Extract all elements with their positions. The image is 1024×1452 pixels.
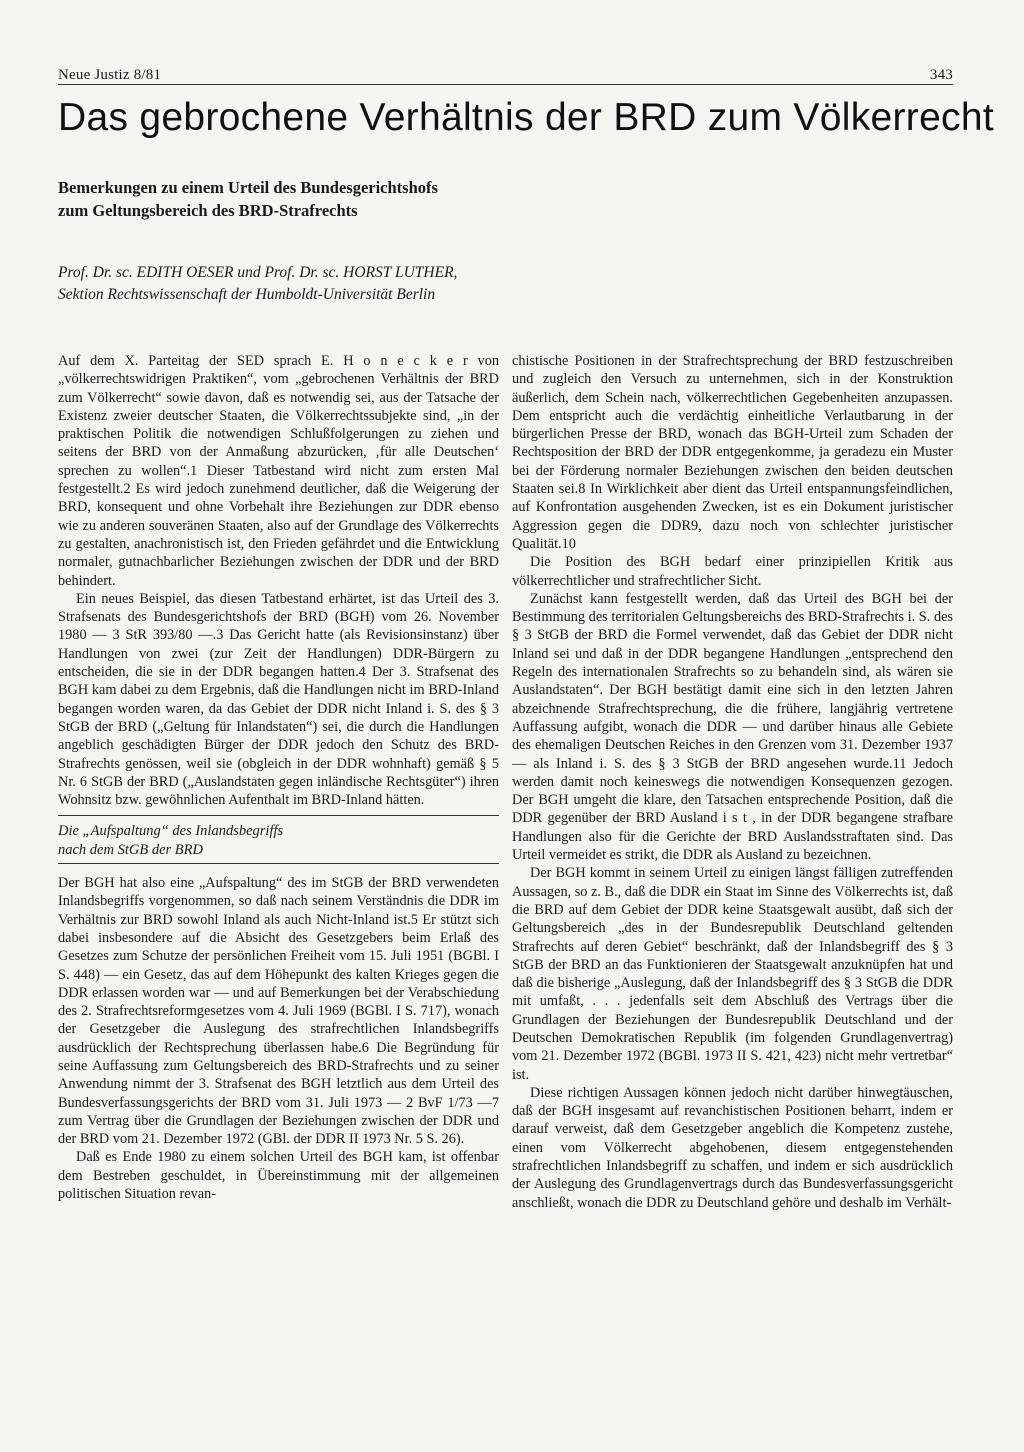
subtitle-line: zum Geltungsbereich des BRD-Strafrechts xyxy=(58,201,358,220)
section-rule xyxy=(58,815,499,816)
running-header xyxy=(58,62,953,84)
left-column xyxy=(58,352,499,1203)
section-heading-line: nach dem StGB der BRD xyxy=(58,841,203,858)
paragraph: Der BGH hat also eine „Aufspaltung“ des im StGB der BRD verwendeten Inlandsbegriffs vorgenommen, so daß nach seinem Verständnis die DDR im Verhältnis zur BRD sowohl Inland als auch Nicht-Inland ist.5 Er stützt sich dabei insbesondere auf die Absicht des Gesetzgebers beim Erlaß des Gesetzes zum Schutze der persönlichen Freiheit vom 15. Juli 1951 (BGBl. I S. 448) — ein Gesetz, das auf dem Höhepunkt des kalten Krieges gegen die DDR erlassen worden war — und auf Bemerkungen bei der Verabschiedung des 2. Strafrechtsreformgesetzes vom 4. Juli 1969 (BGBl. I S. 717), wonach der Gesetzgeber die Auslegung des strafrechtlichen Inlandsbegriffs ausdrücklich der Rechtsprechung überlassen habe.6 Die Begründung für seine Auffassung zum Geltungsbereich des BRD-Strafrechts und zu seiner Anwendung nimmt der 3. Strafsenat des BGH letztlich aus dem Urteil des Bundesverfassungsgerichts der BRD vom 31. Juli 1973 — 2 BvF 1/73 —7 zum Vertrag über die Grundlagen der Beziehungen zwischen der DDR und der BRD vom 21. Dezember 1972 (GBl. der DDR II 1973 Nr. 5 S. 26). xyxy=(58,875,499,1148)
article-title: Das gebrochene Verhältnis der BRD zum Völkerrecht xyxy=(58,96,994,139)
journal-issue: Neue Justiz 8/81 xyxy=(58,67,162,83)
subtitle-line: Bemerkungen zu einem Urteil des Bundesgerichtshofs xyxy=(58,178,438,197)
authors-names: Prof. Dr. sc. EDITH OESER und Prof. Dr. sc. HORST LUTHER, xyxy=(58,264,458,281)
article-subtitle xyxy=(58,176,558,222)
paragraph: chistische Positionen in der Strafrechtsprechung der BRD festzuschreiben und zugleich den Versuch zu unternehmen, sich in der Konstruktion äußerlich, dem Schein nach, völkerrechtlichen Gegebenheiten anzupassen. Dem entspricht auch die verdächtig einheitliche Verlautbarung in der bürgerlichen Presse der BRD, wonach das BGH-Urteil zum Schaden der Rechtsposition der BRD der DDR entgegenkomme, ja geradezu ein Muster bei der Förderung normaler Beziehungen zwischen den beiden deutschen Staaten sei.8 In Wirklichkeit aber dient das Urteil entspannungsfeindlichen, auf Konfrontation ausgehenden Zwecken, ist es ein Dokument juristischer Aggression gegen die DDR9, dazu noch von schlechter juristischer Qualität.10 xyxy=(512,353,953,552)
section-rule xyxy=(58,863,499,864)
paragraph: Der BGH kommt in seinem Urteil zu einigen längst fälligen zutreffenden Aussagen, so z. B., daß die DDR ein Staat im Sinne des Völkerrechts ist, daß die BRD auf dem Gebiet der DDR keine Staatsgewalt ausübt, daß sich der Geltungsbereich „des in der Bundesrepublik Deutschland geltenden Strafrechts auf deren Gebiet“ beschränkt, daß der Inlandsbegriff des § 3 StGB der BRD an das Funktionieren der Staatsgewalt anzuknüpfen hat und daß die bisherige „Auslegung, daß der Inlandsbegriff des § 3 StGB die DDR mit umfaßt, . . . jedenfalls seit dem Abschluß des Vertrags über die Grundlagen der Beziehungen der Bundesrepublik Deutschland und der Deutschen Demokratischen Republik (im folgenden Grundlagenvertrag) vom 21. Dezember 1972 (BGBl. 1973 II S. 421, 423) nicht mehr vertretbar“ ist. xyxy=(512,865,953,1083)
authors-affiliation: Sektion Rechtswissenschaft der Humboldt-Universität Berlin xyxy=(58,286,436,303)
paragraph: Ein neues Beispiel, das diesen Tatbestand erhärtet, ist das Urteil des 3. Strafsenats des Bundesgerichtshofs der BRD (BGH) vom 26. November 1980 — 3 StR 393/80 —.3 Das Gericht hatte (als Revisionsinstanz) über Handlungen von zwei (zur Zeit der Handlungen) DDR-Bürgern zu entscheiden, die sie in der DDR begangen hatten.4 Der 3. Strafsenat des BGH kam dabei zu dem Ergebnis, daß die Handlungen nicht im BRD-Inland begangen worden waren, da das Gebiet der DDR nicht Inland i. S. des § 3 StGB der BRD („Geltung für Inlandstaten“) sei, die durch die Handlungen angeblich geschädigten Bürger der DDR jedoch den Schutz des BRD-Strafrechts genössen, weil sie (obgleich in der DDR wohnhaft) gemäß § 5 Nr. 6 StGB der BRD („Auslandstaten gegen inländische Rechtsgüter“) ihren Wohnsitz bzw. gewöhnlichen Aufenthalt im BRD-Inland hätten. xyxy=(58,590,499,809)
page-number: 343 xyxy=(929,67,953,83)
section-heading-line: Die „Aufspaltung“ des Inlandsbegriffs xyxy=(58,823,284,840)
paragraph: Diese richtigen Aussagen können jedoch nicht darüber hinwegtäuschen, daß der BGH insgesamt auf revanchistischen Positionen beharrt, indem er darauf verweist, daß dem Gesetzgeber angeblich die Kompetenz zustehe, einen vom Völkerrecht abgehobenen, diesem entgegenstehenden strafrechtlichen Inlandsbegriff zu schaffen, und indem er sich ausdrücklich der Auslegung des Grundlagenvertrags durch das Bundesverfassungsgericht anschließt, wonach die DDR zu Deutschland gehöre und deshalb im Verhält- xyxy=(512,1084,953,1211)
paragraph: Die Position des BGH bedarf einer prinzipiellen Kritik aus völkerrechtlicher und strafrechtlicher Sicht. xyxy=(512,554,953,589)
author-byline xyxy=(58,262,678,306)
paragraph: Auf dem X. Parteitag der SED sprach E. H o n e c k e r von „völkerrechtswidrigen Praktiken“, vom „gebrochenen Verhältnis der BRD zum Völkerrecht“ sowie davon, daß es notwendig sei, aus der Tatsache der Existenz zweier deutscher Staaten, die Völkerrechtssubjekte sind, „in der praktischen Politik die notwendigen Schlußfolgerungen zu ziehen und seitens der BRD von der Anmaßung abzurücken, ‚für alle Deutschen‘ sprechen zu wollen“.1 Dieser Tatbestand wird nicht zum ersten Mal festgestellt.2 Es wird jedoch zunehmend deutlicher, daß die Weigerung der BRD, konsequent und ohne Vorbehalt ihre Beziehungen zur DDR ebenso wie zu anderen souveränen Staaten, also auf der Grundlage des Völkerrechts zu gestalten, anachronistisch ist, den Frieden gefährdet und die Entwicklung normaler, gutnachbarlicher Beziehungen zwischen der DDR und der BRD behindert. xyxy=(58,353,499,589)
right-column xyxy=(512,352,953,1212)
section-heading xyxy=(58,822,499,859)
paragraph: Zunächst kann festgestellt werden, daß das Urteil des BGH bei der Bestimmung des territorialen Geltungsbereichs des BRD-Strafrechts i. S. des § 3 StGB der BRD die Formel verwendet, daß das Gebiet der DDR nicht Inland sei und daß in der DDR begangene Handlungen „entsprechend den Regeln des internationalen Strafrechts so zu behandeln sind, als wären sie Auslandstaten“. Der BGH bestätigt damit eine sich in den letzten Jahren abzeichnende Strafrechtsprechung, die die frühere, langjährig vertretene Auffassung aufgibt, wonach die DDR — und darüber hinaus alle Gebiete des ehemaligen Deutschen Reiches in den Grenzen vom 31. Dezember 1937 — als Inland i. S. des § 3 StGB der BRD angesehen wurde.11 Jedoch werden damit noch keineswegs die notwendigen Konsequenzen gezogen. Der BGH umgeht die klare, den Tatsachen entsprechende Position, daß die DDR gegenüber der BRD Ausland i s t , in der DDR begangene strafbare Handlungen also für die Gerichte der BRD Auslandsstraftaten sind. Das Urteil vermeidet es strikt, die DDR als Ausland zu bezeichnen. xyxy=(512,590,953,864)
header-rule xyxy=(58,84,953,85)
paragraph: Daß es Ende 1980 zu einem solchen Urteil des BGH kam, ist offenbar dem Bestreben geschuldet, in Übereinstimmung mit der allgemeinen politischen Situation revan- xyxy=(58,1149,499,1203)
